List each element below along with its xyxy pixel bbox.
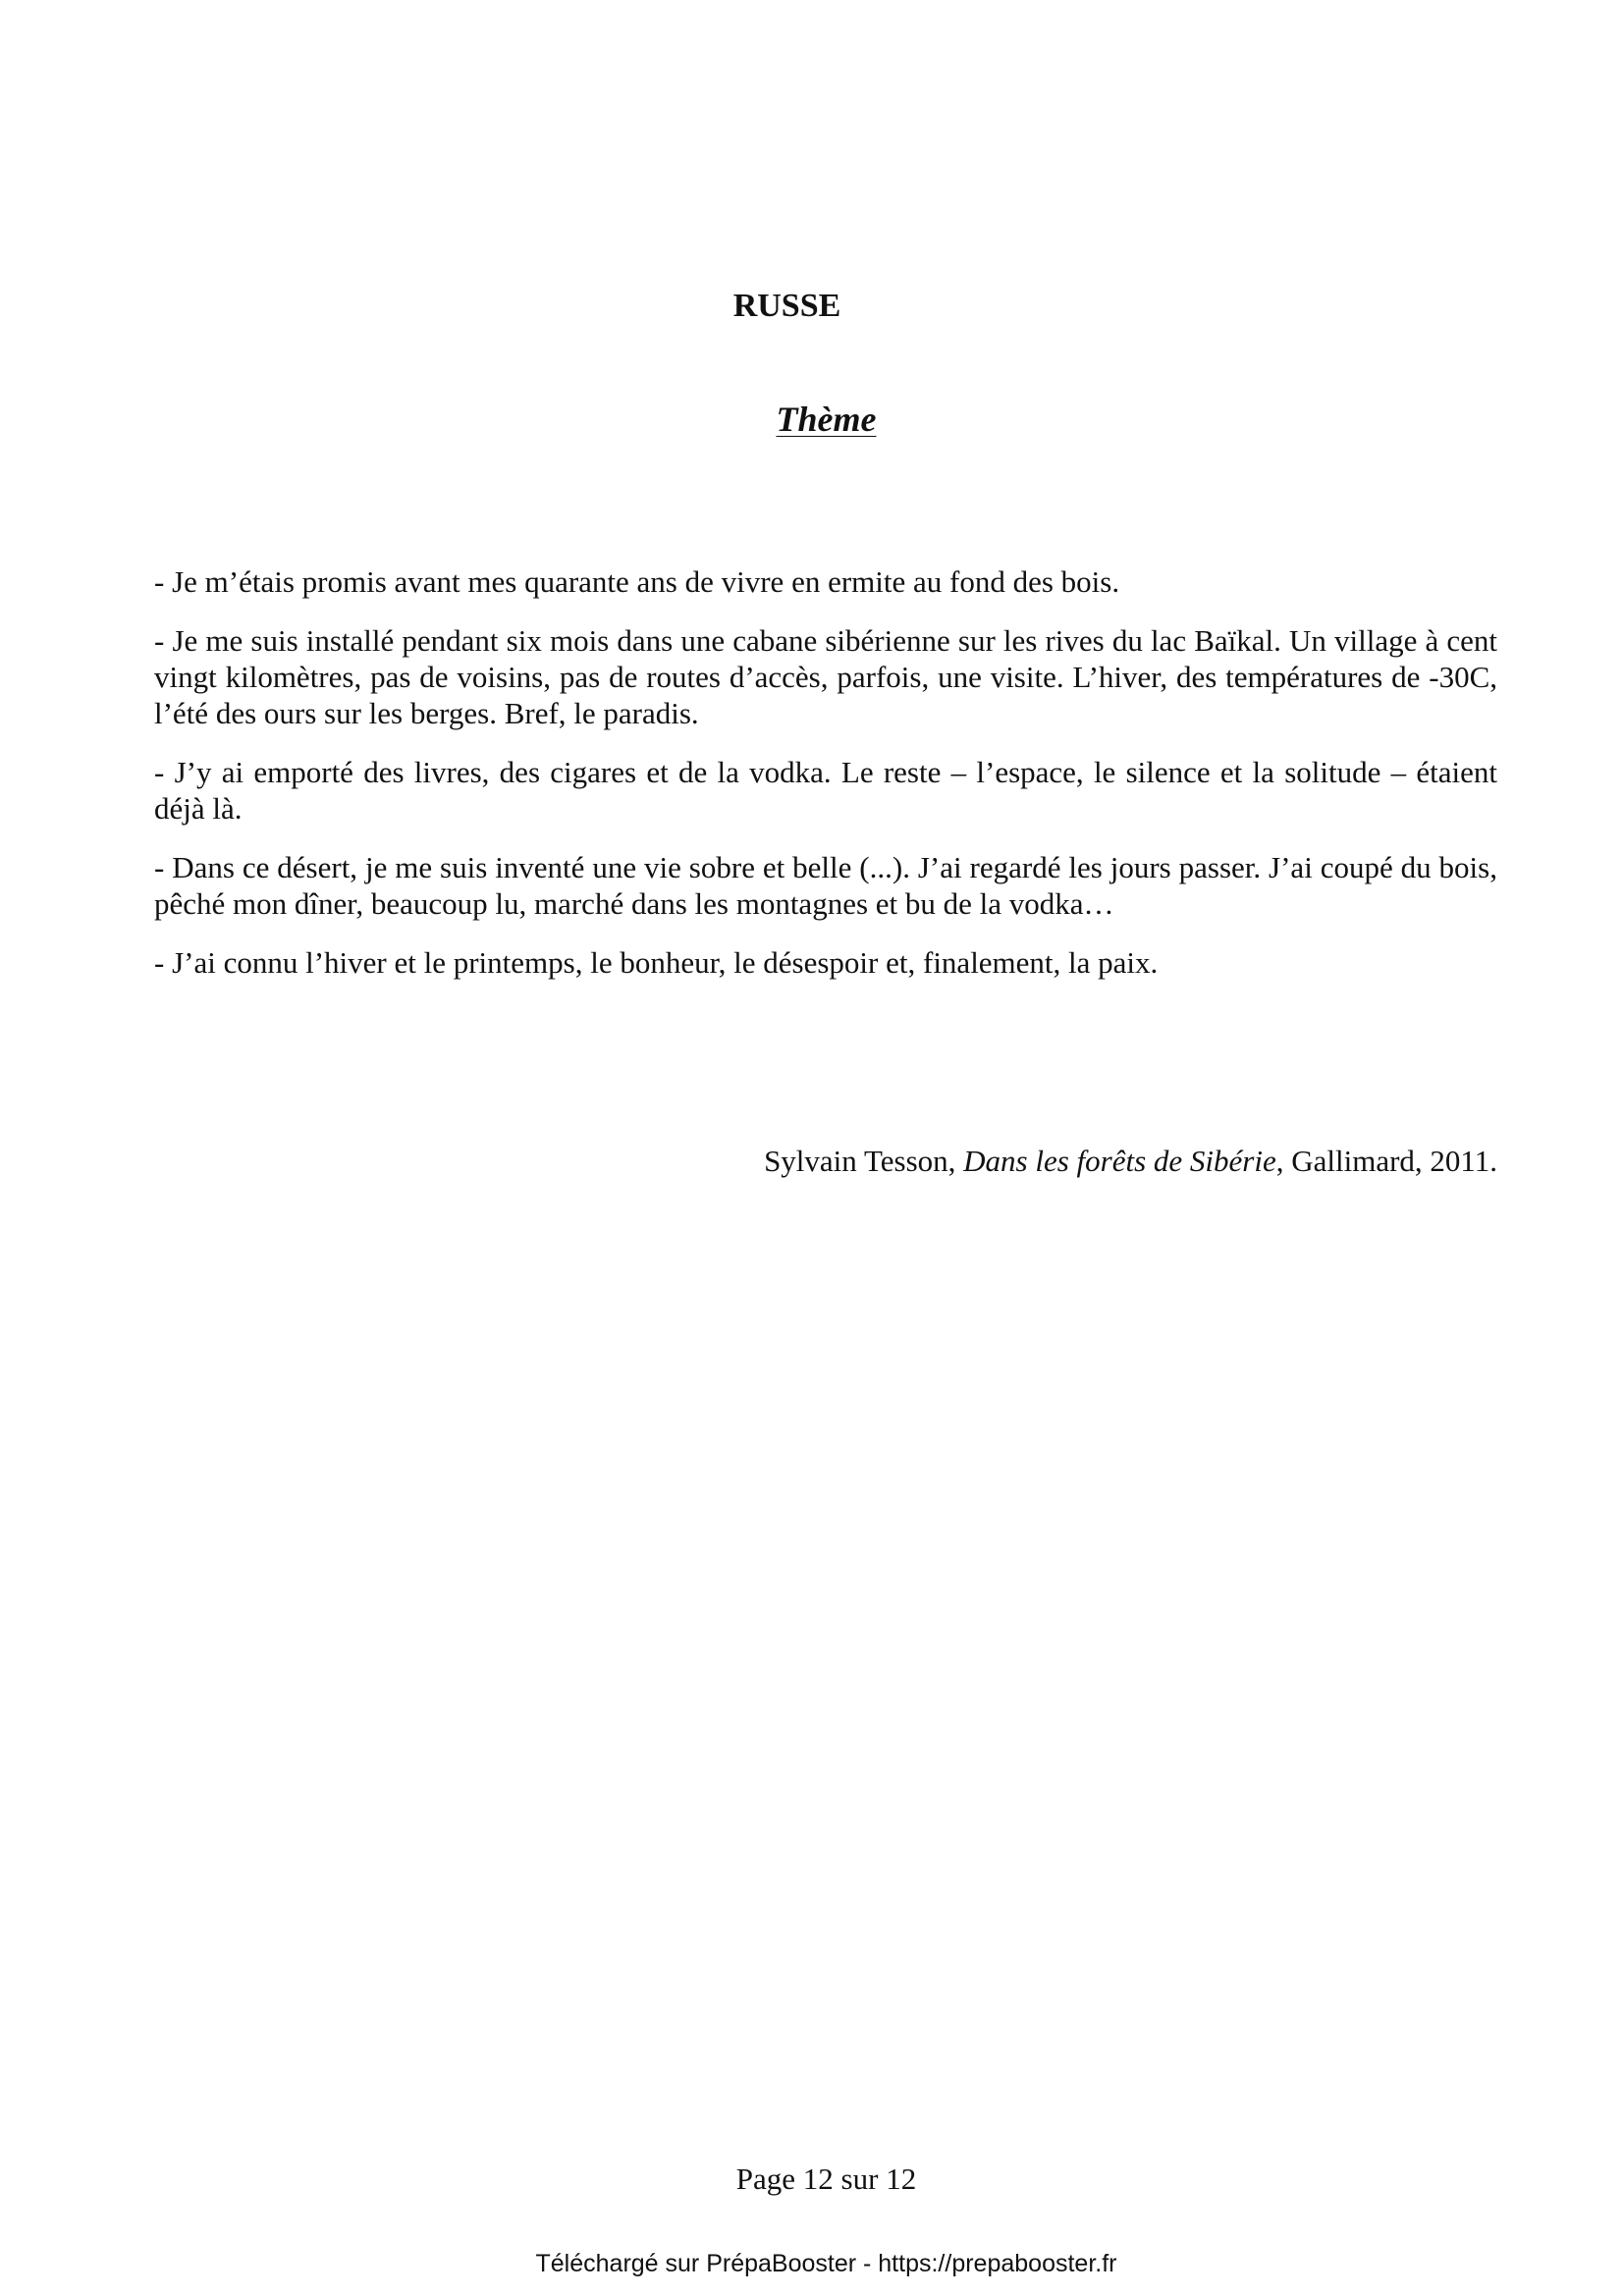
page-title: RUSSE	[732, 288, 841, 324]
paragraph-3: - J’y ai emporté des livres, des cigares et de la vodka. Le reste – l’espace, le silence et la solitude – étaient déjà là.	[154, 755, 1497, 826]
citation-publisher-year: , Gallimard, 2011.	[1275, 1144, 1497, 1178]
body-text	[154, 563, 1497, 1003]
page-number: Page 12 sur 12	[735, 2162, 917, 2196]
citation-author: Sylvain Tesson,	[764, 1144, 964, 1178]
download-footer: Téléchargé sur PrépaBooster - https://prepabooster.fr	[535, 2250, 1117, 2277]
paragraph-2: - Je me suis installé pendant six mois dans une cabane sibérienne sur les rives du lac Baïkal. Un village à cent vingt kilomètres, pas de voisins, pas de routes d’accès, parfois, une visite. L’hiver, des températures de -30C, l’été des ours sur les berges. Bref, le paradis.	[154, 623, 1497, 730]
paragraph-5: - J’ai connu l’hiver et le printemps, le bonheur, le désespoir et, finalement, la paix.	[154, 945, 1159, 980]
citation-book-title: Dans les forêts de Sibérie	[963, 1144, 1276, 1178]
section-subtitle: Thème	[776, 400, 877, 439]
paragraph-1: - Je m’étais promis avant mes quarante ans de vivre en ermite au fond des bois.	[154, 564, 1120, 599]
paragraph-4: - Dans ce désert, je me suis inventé une vie sobre et belle (...). J’ai regardé les jours passer. J’ai coupé du bois, pêché mon dîner, beaucoup lu, marché dans les montagnes et bu de la vodka…	[154, 850, 1497, 921]
source-citation	[764, 1143, 1497, 1179]
